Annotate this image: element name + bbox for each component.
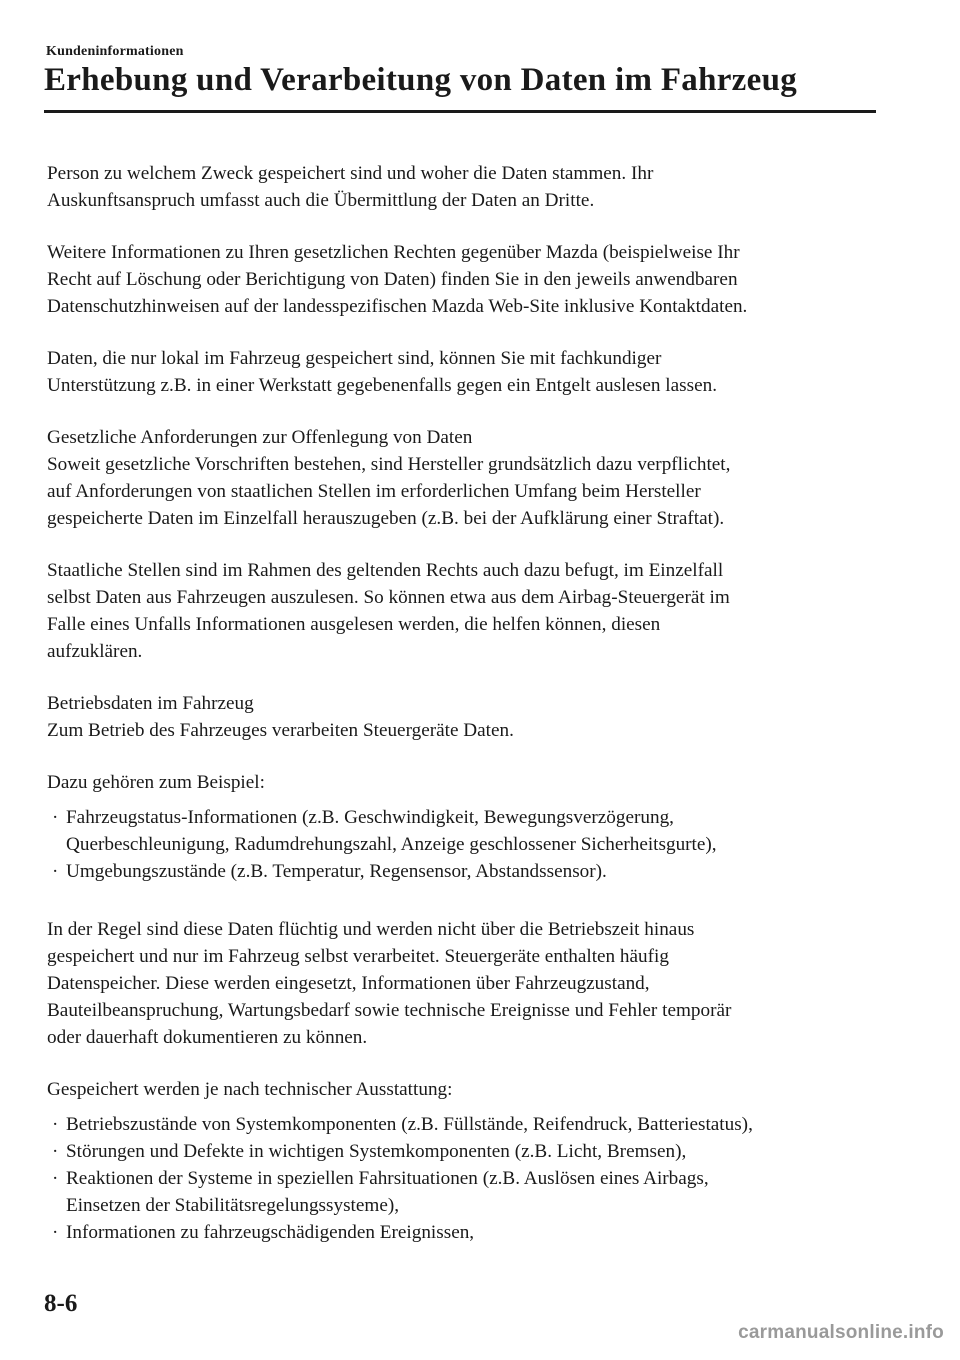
page-title: Erhebung und Verarbeitung von Daten im Fahrzeug — [44, 62, 798, 98]
subheading: Gesetzliche Anforderungen zur Offenlegung von Daten — [47, 427, 473, 448]
text-line: Auskunftsanspruch umfasst auch die Übermittlung der Daten an Dritte. — [47, 190, 595, 211]
text-line: Einsetzen der Stabilitätsregelungssysteme), — [66, 1195, 400, 1216]
paragraph — [47, 557, 877, 665]
text-line: gespeichert und nur im Fahrzeug selbst verarbeitet. Steuergeräte enthalten häufig — [47, 946, 669, 967]
text-line: Recht auf Löschung oder Berichtigung von Daten) finden Sie in den jeweils anwendbaren — [47, 269, 738, 290]
page-number: 8-6 — [44, 1290, 78, 1317]
bullet-icon: · — [52, 1168, 59, 1189]
text-line: Informationen zu fahrzeugschädigenden Ereignissen, — [66, 1222, 475, 1243]
list-item — [47, 1219, 877, 1246]
paragraph — [47, 690, 877, 744]
paragraph — [47, 160, 877, 214]
bullet-icon: · — [52, 1114, 59, 1135]
list-item — [47, 858, 877, 885]
section-label: Kundeninformationen — [46, 44, 184, 59]
paragraph — [47, 769, 877, 796]
text-line: Datenschutzhinweisen auf der landesspezifischen Mazda Web-Site inklusive Kontaktdaten. — [47, 296, 748, 317]
list-item — [47, 1138, 877, 1165]
text-line: oder dauerhaft dokumentieren zu können. — [47, 1027, 368, 1048]
paragraph — [47, 916, 877, 1051]
text-line: Reaktionen der Systeme in speziellen Fahrsituationen (z.B. Auslösen eines Airbags, — [66, 1168, 709, 1189]
bullet-icon: · — [52, 807, 59, 828]
text-line: Umgebungszustände (z.B. Temperatur, Regensensor, Abstandssensor). — [66, 861, 607, 882]
bullet-list — [47, 1111, 877, 1246]
paragraph — [47, 424, 877, 532]
text-line: Störungen und Defekte in wichtigen Systemkomponenten (z.B. Licht, Bremsen), — [66, 1141, 687, 1162]
subheading: Betriebsdaten im Fahrzeug — [47, 693, 254, 714]
list-item — [47, 804, 877, 858]
bullet-list — [47, 804, 877, 885]
text-line: Zum Betrieb des Fahrzeuges verarbeiten Steuergeräte Daten. — [47, 720, 514, 741]
text-line: gespeicherte Daten im Einzelfall herauszugeben (z.B. bei der Aufklärung einer Straftat). — [47, 508, 725, 529]
text-line: selbst Daten aus Fahrzeugen auszulesen. So können etwa aus dem Airbag-Steuergerät im — [47, 587, 730, 608]
text-line: Gespeichert werden je nach technischer Ausstattung: — [47, 1079, 453, 1100]
text-line: Unterstützung z.B. in einer Werkstatt gegebenenfalls gegen ein Entgelt auslesen lassen. — [47, 375, 717, 396]
text-line: Datenspeicher. Diese werden eingesetzt, Informationen über Fahrzeugzustand, — [47, 973, 650, 994]
list-item — [47, 1111, 877, 1138]
text-line: Person zu welchem Zweck gespeichert sind und woher die Daten stammen. Ihr — [47, 163, 654, 184]
text-line: Querbeschleunigung, Radumdrehungszahl, Anzeige geschlossener Sicherheitsgurte), — [66, 834, 717, 855]
bullet-icon: · — [52, 1141, 59, 1162]
text-line: auf Anforderungen von staatlichen Stellen im erforderlichen Umfang beim Hersteller — [47, 481, 701, 502]
text-line: aufzuklären. — [47, 641, 143, 662]
text-line: Fahrzeugstatus-Informationen (z.B. Geschwindigkeit, Bewegungsverzögerung, — [66, 807, 674, 828]
bullet-icon: · — [52, 861, 59, 882]
bullet-icon: · — [52, 1222, 59, 1243]
watermark: carmanualsonline.info — [738, 1322, 944, 1343]
text-line: Bauteilbeanspruchung, Wartungsbedarf sowie technische Ereignisse und Fehler temporär — [47, 1000, 732, 1021]
paragraph — [47, 345, 877, 399]
body-text — [47, 160, 877, 1271]
text-line: Staatliche Stellen sind im Rahmen des geltenden Rechts auch dazu befugt, im Einzelfall — [47, 560, 724, 581]
paragraph — [47, 239, 877, 320]
text-line: Soweit gesetzliche Vorschriften bestehen, sind Hersteller grundsätzlich dazu verpflichtet, — [47, 454, 731, 475]
text-line: Dazu gehören zum Beispiel: — [47, 772, 265, 793]
text-line: Weitere Informationen zu Ihren gesetzlichen Rechten gegenüber Mazda (beispielweise Ihr — [47, 242, 740, 263]
header-divider — [44, 110, 876, 113]
paragraph — [47, 1076, 877, 1103]
list-item — [47, 1165, 877, 1219]
text-line: Falle eines Unfalls Informationen ausgelesen werden, die helfen können, diesen — [47, 614, 661, 635]
text-line: In der Regel sind diese Daten flüchtig und werden nicht über die Betriebszeit hinaus — [47, 919, 695, 940]
text-line: Betriebszustände von Systemkomponenten (z.B. Füllstände, Reifendruck, Batteriestatus), — [66, 1114, 753, 1135]
text-line: Daten, die nur lokal im Fahrzeug gespeichert sind, können Sie mit fachkundiger — [47, 348, 662, 369]
